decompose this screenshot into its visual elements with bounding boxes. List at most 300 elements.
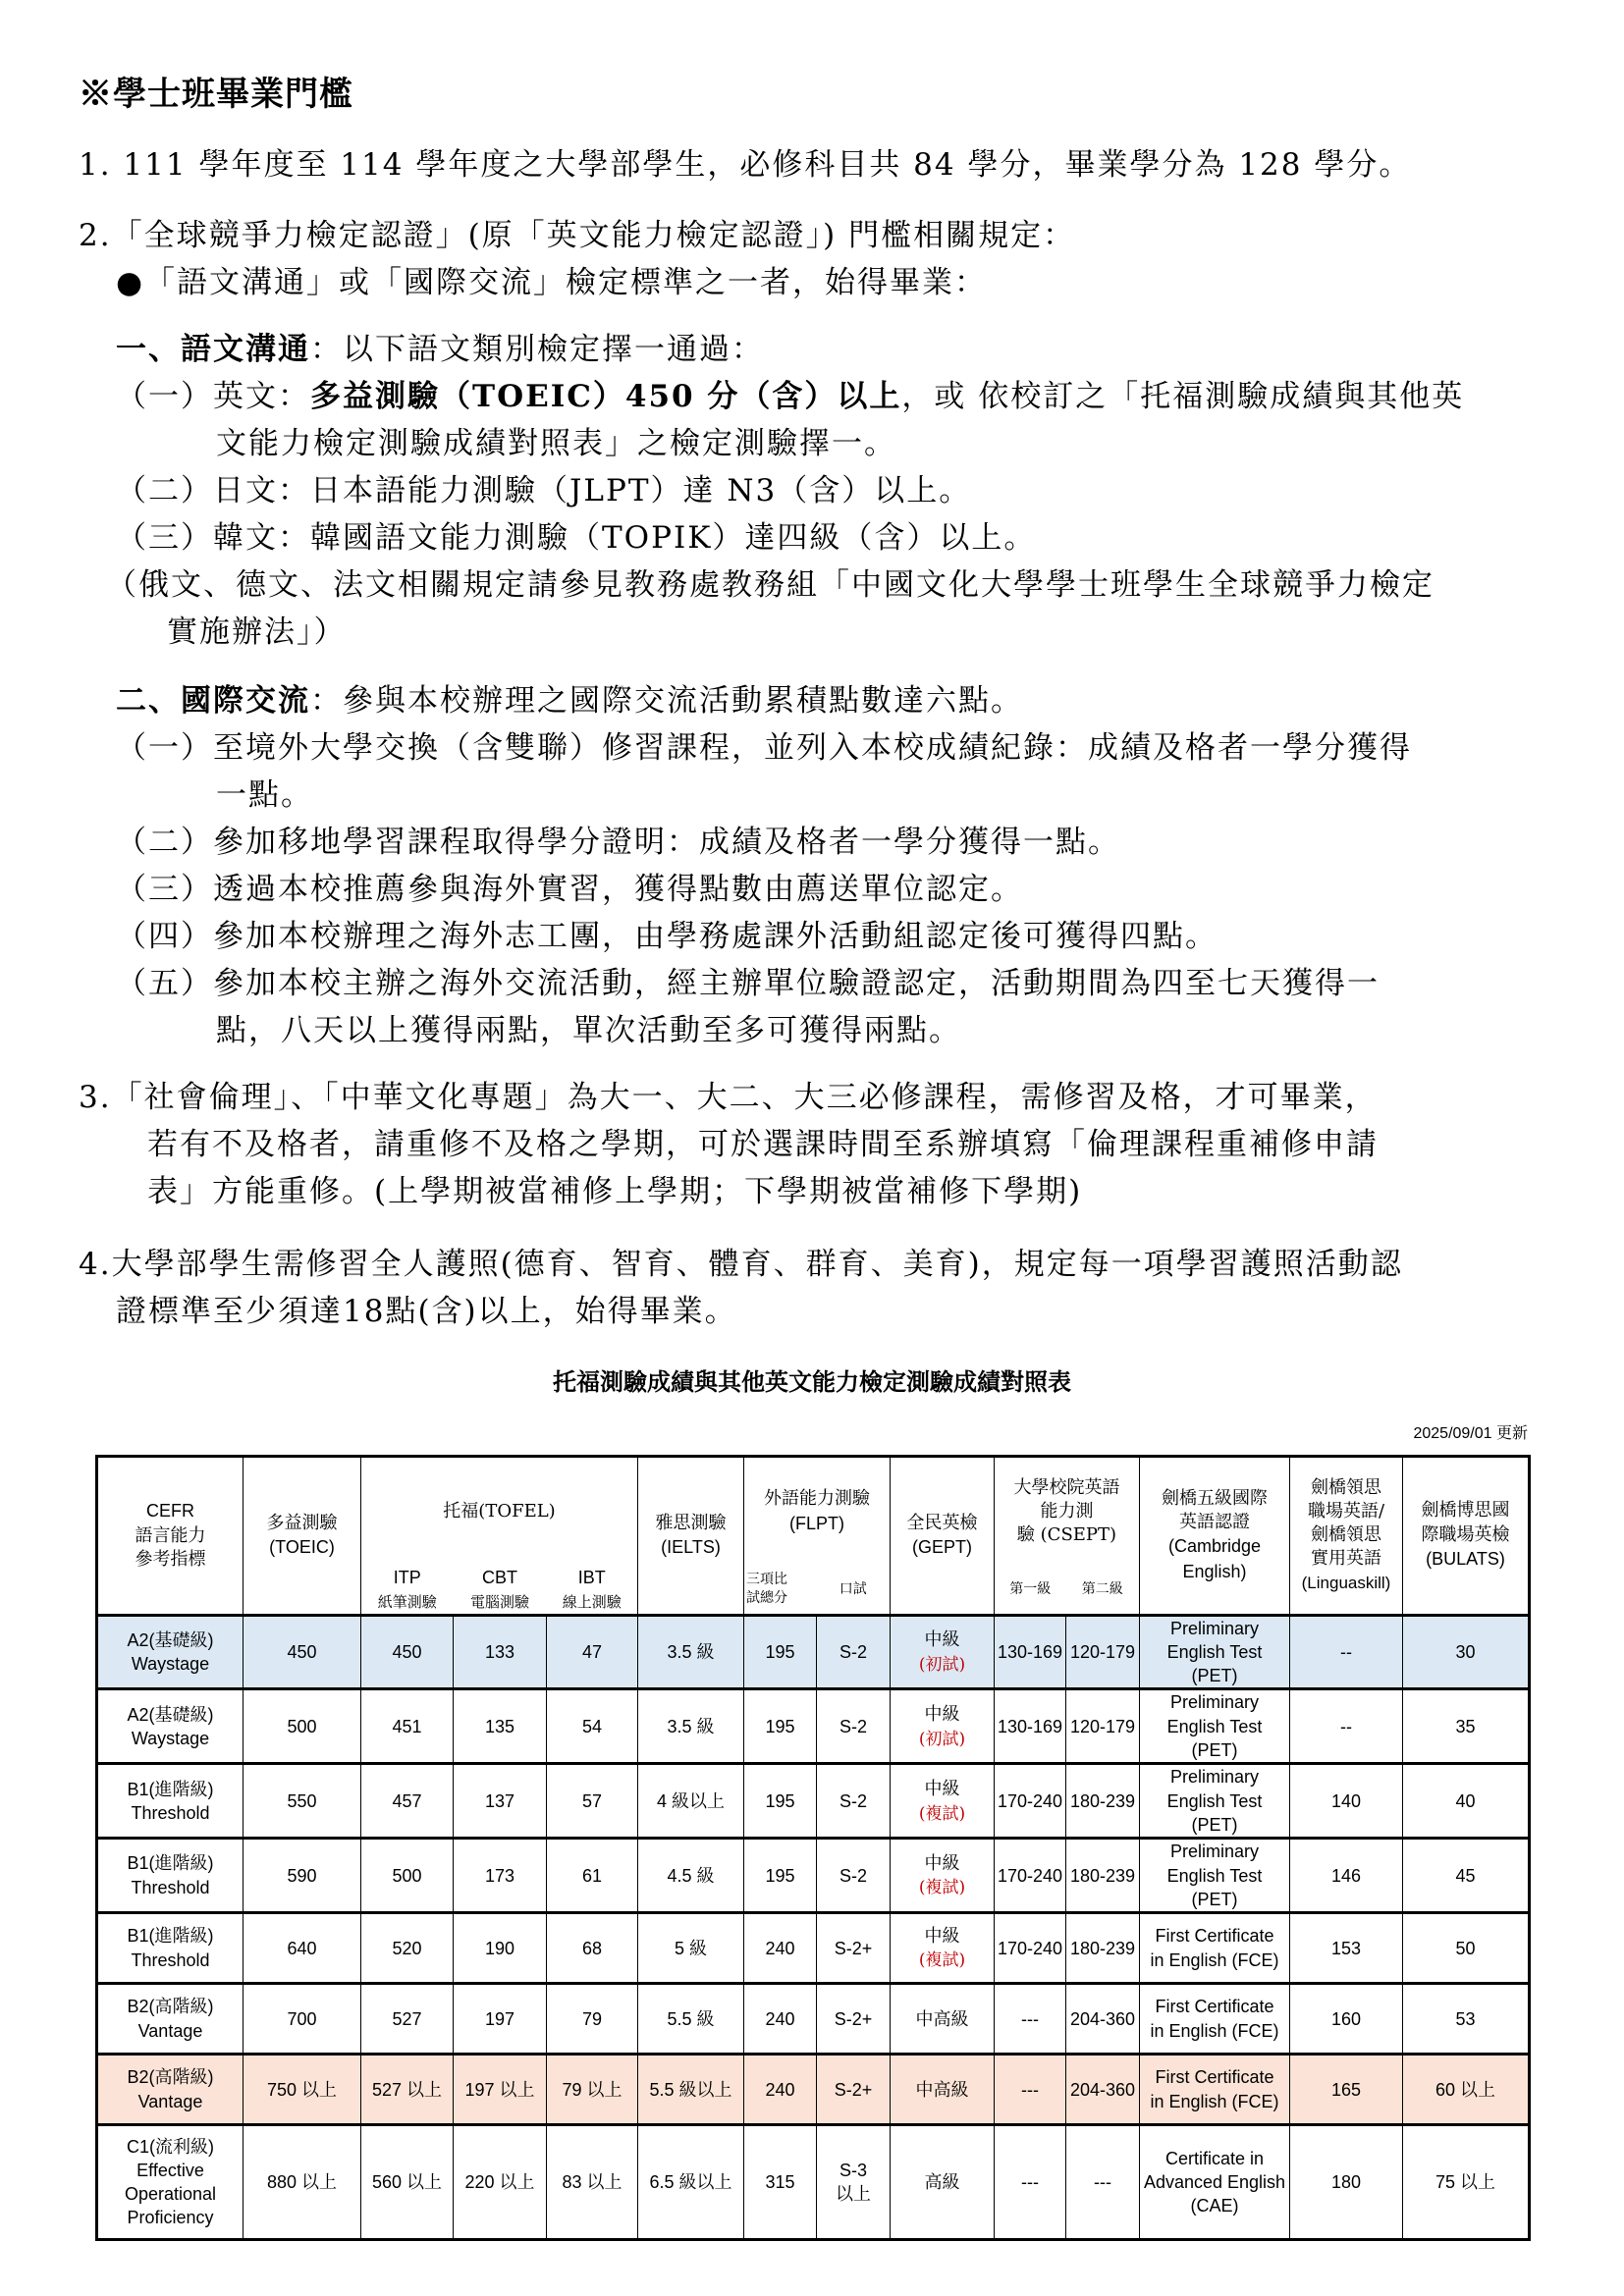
- cell-tofel-ibt-text: 83 以上: [562, 2172, 623, 2192]
- header-flpt-total: 三項比 試總分: [744, 1566, 817, 1615]
- header-tofel-ibt: IBT 線上測驗: [547, 1566, 638, 1615]
- cell-csept-level2: [1066, 1913, 1140, 1984]
- cell-toeic-text: 880 以上: [266, 2172, 338, 2192]
- cell-toeic: [244, 1615, 361, 1689]
- header-tofel-cbt: CBT 電腦測驗: [454, 1566, 547, 1615]
- cell-tofel-cbt: [454, 1839, 547, 1913]
- cell-flpt-oral: [817, 2055, 891, 2125]
- cell-tofel-itp-text: 450: [392, 1641, 422, 1662]
- cell-cambridge-text: English Test (PET): [1166, 1641, 1263, 1686]
- cell-csept-level2: [1066, 1839, 1140, 1913]
- cell-gept-text: 中級: [924, 1779, 960, 1799]
- cell-tofel-itp-text: 527 以上: [371, 2079, 443, 2100]
- cell-tofel-itp-text: 560 以上: [371, 2172, 443, 2192]
- english-rest: ，或 依校訂之「托福測驗成績與其他英: [901, 379, 1465, 414]
- cell-tofel-cbt-text: 135: [484, 1716, 515, 1736]
- cell-flpt-total-text: 240: [765, 2079, 795, 2100]
- exchange-item-5: （五）參加本校主辦之海外交流活動，經主辦單位驗證認定，活動期間為四至七天獲得一: [116, 966, 1380, 1001]
- cell-tofel-cbt: [454, 2125, 547, 2240]
- cell-tofel-cbt: [454, 1764, 547, 1839]
- cell-tofel-ibt-text: 54: [581, 1716, 603, 1736]
- cell-flpt-oral: [817, 1615, 891, 1689]
- cell-cefr-level: [97, 1984, 244, 2055]
- cell-tofel-itp: [361, 1839, 454, 1913]
- cell-tofel-itp-text: 457: [392, 1790, 422, 1811]
- cell-ielts-text: 3.5 級: [667, 1641, 715, 1662]
- header-csept: 大學校院英語 能力測 驗 (CSEPT): [995, 1457, 1140, 1567]
- table-row: [97, 1839, 1530, 1913]
- cell-tofel-itp: [361, 1689, 454, 1764]
- cell-flpt-oral-text: S-2+: [834, 2079, 873, 2100]
- cell-cambridge-text: in English (FCE): [1150, 2091, 1279, 2111]
- cell-flpt-oral-text: 以上: [836, 2184, 871, 2205]
- cell-linguaskill-text: --: [1340, 1641, 1352, 1662]
- cell-cambridge: [1140, 2055, 1290, 2125]
- cell-cambridge-text: in English (FCE): [1150, 1949, 1279, 1970]
- exchange-item-1-cont: 一點。: [216, 777, 313, 813]
- cell-gept-text: 中級: [924, 1853, 960, 1874]
- cell-flpt-total: [744, 1839, 817, 1913]
- cell-tofel-ibt-text: 47: [581, 1641, 603, 1662]
- cell-cefr-level-text: Threshold: [131, 1949, 210, 1970]
- cell-bulats: [1403, 1913, 1530, 1984]
- cell-gept-text: (複試): [918, 1950, 966, 1971]
- cell-cambridge: [1140, 1764, 1290, 1839]
- cell-csept-level2: [1066, 1689, 1140, 1764]
- section-language: [116, 324, 764, 368]
- cell-bulats-text: 60 以上: [1435, 2079, 1496, 2100]
- cell-cefr-level: [97, 1839, 244, 1913]
- cell-flpt-total-text: 195: [765, 1865, 795, 1886]
- cell-bulats-text: 30: [1455, 1641, 1476, 1662]
- cell-linguaskill-text: 165: [1330, 2079, 1362, 2100]
- cell-tofel-cbt-text: 190: [484, 1938, 515, 1958]
- cell-cambridge: [1140, 1839, 1290, 1913]
- cell-tofel-cbt: [454, 1689, 547, 1764]
- cell-toeic: [244, 2055, 361, 2125]
- table-row: [97, 1764, 1530, 1839]
- cell-tofel-cbt: [454, 2055, 547, 2125]
- table-row: [97, 2125, 1530, 2240]
- section-language-label: 一、語文溝通: [116, 332, 310, 367]
- cell-flpt-total-text: 195: [765, 1790, 795, 1811]
- page-title: ※學士班畢業門檻: [79, 75, 353, 114]
- table-updated-date: 2025/09/01 更新: [1413, 1425, 1528, 1442]
- cell-cefr-level-text: B1(進階級): [127, 1853, 214, 1874]
- cell-tofel-itp: [361, 2125, 454, 2240]
- language-item-japanese: （二）日文：日本語能力測驗（JLPT）達 N3（含）以上。: [116, 473, 972, 508]
- rule-4-line2: 證標準至少須達18點(含)以上，始得畢業。: [116, 1294, 737, 1329]
- cell-ielts: [638, 1689, 744, 1764]
- cell-tofel-ibt-text: 79 以上: [562, 2079, 623, 2100]
- cell-cambridge-text: English Test (PET): [1166, 1716, 1263, 1761]
- cell-linguaskill-text: 180: [1330, 2172, 1362, 2192]
- rule-3-line3: 表」方能重修。(上學期被當補修上學期；下學期被當補修下學期): [147, 1174, 1083, 1209]
- cell-cefr-level-text: Proficiency: [127, 2208, 214, 2228]
- cell-csept-level1-text: ---: [1021, 2079, 1039, 2100]
- language-item-english-cont: 文能力檢定測驗成績對照表」之檢定測驗擇一。: [216, 426, 896, 461]
- cell-csept-level1-text: 170-240: [997, 1790, 1063, 1811]
- cell-linguaskill: [1290, 1689, 1403, 1764]
- cell-gept-text: (複試): [918, 1803, 966, 1824]
- cell-tofel-itp-text: 527: [392, 2008, 422, 2029]
- rule-2-heading: 2.「全球競爭力檢定認證」(原「英文能力檢定認證」) 門檻相關規定：: [79, 218, 1076, 253]
- cell-toeic-text: 450: [287, 1641, 317, 1662]
- cell-ielts: [638, 1615, 744, 1689]
- cell-csept-level2: [1066, 2125, 1140, 2240]
- cell-csept-level1: [995, 2055, 1066, 2125]
- cell-cambridge: [1140, 2125, 1290, 2240]
- cell-cambridge-text: Certificate in: [1164, 2148, 1265, 2168]
- cell-csept-level2-text: ---: [1094, 2172, 1111, 2192]
- table-row: [97, 1689, 1530, 1764]
- cell-gept-text: 中級: [924, 1704, 960, 1725]
- cell-linguaskill: [1290, 1913, 1403, 1984]
- cell-bulats: [1403, 2055, 1530, 2125]
- section-international-label: 二、國際交流: [116, 683, 310, 719]
- section-language-text: ：以下語文類別檢定擇一通過：: [310, 332, 764, 367]
- cell-cambridge: [1140, 1913, 1290, 1984]
- cell-bulats: [1403, 1615, 1530, 1689]
- cell-cambridge-text: First Certificate: [1155, 1926, 1274, 1947]
- table-row: [97, 1615, 1530, 1689]
- cell-bulats: [1403, 1984, 1530, 2055]
- cell-ielts: [638, 2125, 744, 2240]
- cell-toeic: [244, 1689, 361, 1764]
- cell-gept-text: 中級: [924, 1629, 960, 1650]
- rule-3-line1: 3.「社會倫理」、「中華文化專題」為大一、大二、大三必修課程，需修習及格，才可畢業，: [79, 1080, 1378, 1115]
- header-csept-level1: 第一級: [995, 1566, 1066, 1615]
- exchange-item-5-cont: 點，八天以上獲得兩點，單次活動至多可獲得兩點。: [216, 1013, 961, 1048]
- cell-cambridge-text: Advanced English: [1143, 2172, 1286, 2192]
- cell-ielts-text: 4 級以上: [656, 1790, 725, 1811]
- cell-tofel-cbt-text: 197 以上: [464, 2079, 535, 2100]
- cell-csept-level2: [1066, 1984, 1140, 2055]
- rule-2-bullet: ●「語文溝通」或「國際交流」檢定標準之一者，始得畢業：: [116, 265, 988, 300]
- cell-cefr-level: [97, 1615, 244, 1689]
- cell-tofel-itp: [361, 1615, 454, 1689]
- table-row: [97, 1913, 1530, 1984]
- language-item-english: [116, 371, 1464, 415]
- cell-ielts: [638, 1764, 744, 1839]
- cell-cefr-level: [97, 1764, 244, 1839]
- cell-ielts-text: 6.5 級以上: [649, 2172, 732, 2192]
- cell-flpt-oral-text: S-2: [839, 1716, 867, 1736]
- cell-flpt-oral-text: S-2: [839, 1641, 867, 1662]
- cell-ielts-text: 5.5 級以上: [649, 2079, 732, 2100]
- language-item-korean: （三）韓文：韓國語文能力測驗（TOPIK）達四級（含）以上。: [116, 520, 1037, 556]
- cell-ielts-text: 5.5 級: [667, 2008, 715, 2029]
- cell-cambridge-text: Preliminary: [1169, 1842, 1260, 1862]
- cell-cefr-level-text: B2(高階級): [127, 1997, 214, 2017]
- cell-csept-level2: [1066, 1764, 1140, 1839]
- cell-flpt-total: [744, 2125, 817, 2240]
- cell-linguaskill: [1290, 1615, 1403, 1689]
- cell-flpt-oral: [817, 1839, 891, 1913]
- cell-flpt-total-text: 315: [765, 2172, 795, 2192]
- cell-bulats: [1403, 1689, 1530, 1764]
- cell-csept-level2-text: 180-239: [1069, 1938, 1136, 1958]
- cell-flpt-oral-text: S-3: [839, 2160, 867, 2180]
- cell-gept-text: (複試): [918, 1878, 966, 1898]
- cell-flpt-oral: [817, 2125, 891, 2240]
- cell-tofel-cbt-text: 220 以上: [464, 2172, 535, 2192]
- cell-tofel-ibt: [547, 1615, 638, 1689]
- header-tofel: 托福(TOFEL): [361, 1457, 638, 1567]
- cell-ielts: [638, 1984, 744, 2055]
- rule-4-line1: 4.大學部學生需修習全人護照(德育、智育、體育、群育、美育)，規定每一項學習護照活動認: [79, 1247, 1403, 1282]
- cell-flpt-total: [744, 1615, 817, 1689]
- cell-tofel-ibt: [547, 1839, 638, 1913]
- cell-flpt-total-text: 195: [765, 1641, 795, 1662]
- cell-bulats: [1403, 1764, 1530, 1839]
- cell-cefr-level-text: Effective: [136, 2160, 204, 2180]
- english-prefix: （一）英文：: [116, 379, 310, 414]
- cell-flpt-total-text: 240: [765, 2008, 795, 2029]
- cell-tofel-ibt-text: 61: [581, 1865, 603, 1886]
- cell-cambridge-text: English Test (PET): [1166, 1790, 1263, 1835]
- exchange-item-3: （三）透過本校推薦參與海外實習，獲得點數由薦送單位認定。: [116, 872, 1023, 907]
- cell-csept-level2-text: 204-360: [1069, 2008, 1136, 2029]
- cell-bulats-text: 50: [1455, 1938, 1476, 1958]
- cell-cefr-level-text: Threshold: [131, 1877, 210, 1897]
- header-cefr: CEFR 語言能力 參考指標: [97, 1457, 244, 1616]
- cell-tofel-itp-text: 451: [392, 1716, 422, 1736]
- table-row: [97, 1984, 1530, 2055]
- cell-tofel-cbt: [454, 1615, 547, 1689]
- cell-ielts: [638, 1913, 744, 1984]
- cell-gept-text: (初試): [918, 1729, 966, 1749]
- cell-gept: [891, 1913, 995, 1984]
- cell-cambridge-text: Preliminary: [1169, 1767, 1260, 1788]
- cell-flpt-oral-text: S-2: [839, 1790, 867, 1811]
- cell-flpt-total-text: 195: [765, 1716, 795, 1736]
- cell-bulats-text: 45: [1455, 1865, 1476, 1886]
- cell-toeic: [244, 2125, 361, 2240]
- cell-cambridge-text: English Test (PET): [1166, 1865, 1263, 1909]
- cell-linguaskill: [1290, 1764, 1403, 1839]
- cell-linguaskill-text: 160: [1330, 2008, 1362, 2029]
- cell-tofel-ibt: [547, 1913, 638, 1984]
- cell-cefr-level: [97, 2055, 244, 2125]
- exchange-item-1: （一）至境外大學交換（含雙聯）修習課程，並列入本校成績紀錄：成績及格者一學分獲得: [116, 730, 1412, 766]
- cell-csept-level2-text: 204-360: [1069, 2079, 1136, 2100]
- cell-csept-level1: [995, 1689, 1066, 1764]
- cell-bulats: [1403, 2125, 1530, 2240]
- cell-flpt-oral-text: S-2+: [834, 2008, 873, 2029]
- cell-tofel-ibt: [547, 1764, 638, 1839]
- cell-csept-level1: [995, 1839, 1066, 1913]
- cell-flpt-total: [744, 2055, 817, 2125]
- table-row: [97, 2055, 1530, 2125]
- cell-cefr-level: [97, 1689, 244, 1764]
- cell-linguaskill-text: 153: [1330, 1938, 1362, 1958]
- cell-cefr-level-text: Threshold: [131, 1802, 210, 1823]
- cell-csept-level1: [995, 1984, 1066, 2055]
- cell-flpt-oral: [817, 1689, 891, 1764]
- cell-tofel-itp: [361, 1984, 454, 2055]
- cell-gept-text: (初試): [918, 1654, 966, 1675]
- cell-cambridge-text: Preliminary: [1169, 1692, 1260, 1713]
- cell-linguaskill-text: 140: [1330, 1790, 1362, 1811]
- language-note-cont: 實施辦法」）: [167, 614, 347, 650]
- cell-ielts-text: 5 級: [674, 1938, 707, 1958]
- cell-tofel-cbt-text: 133: [484, 1641, 515, 1662]
- cell-cefr-level-text: Waystage: [131, 1728, 210, 1748]
- exchange-item-4: （四）參加本校辦理之海外志工團，由學務處課外活動組認定後可獲得四點。: [116, 919, 1218, 954]
- cell-tofel-itp: [361, 2055, 454, 2125]
- cell-toeic-text: 590: [287, 1865, 317, 1886]
- cell-tofel-cbt-text: 173: [484, 1865, 515, 1886]
- cell-flpt-oral: [817, 1764, 891, 1839]
- cell-toeic: [244, 1913, 361, 1984]
- cell-ielts: [638, 1839, 744, 1913]
- rule-1: 1. 111 學年度至 114 學年度之大學部學生，必修科目共 84 學分，畢業學分為 128 學分。: [79, 147, 1412, 183]
- section-international: [116, 675, 1023, 720]
- cell-cambridge-text: in English (FCE): [1150, 2020, 1279, 2041]
- cell-toeic: [244, 1839, 361, 1913]
- cell-tofel-itp-text: 500: [392, 1865, 422, 1886]
- cell-csept-level1: [995, 2125, 1066, 2240]
- header-bulats: 劍橋博思國 際職場英檢 (BULATS): [1403, 1457, 1530, 1616]
- header-linguaskill: 劍橋領思 職場英語/ 劍橋領思 實用英語 (Linguaskill): [1290, 1457, 1403, 1616]
- cell-ielts: [638, 2055, 744, 2125]
- cell-csept-level2: [1066, 2055, 1140, 2125]
- cell-bulats-text: 53: [1455, 2008, 1476, 2029]
- cell-cambridge-text: Preliminary: [1169, 1618, 1260, 1638]
- cell-cambridge-text: (CAE): [1190, 2196, 1239, 2216]
- cell-tofel-itp: [361, 1913, 454, 1984]
- cell-ielts-text: 3.5 級: [667, 1716, 715, 1736]
- cell-cefr-level-text: Vantage: [137, 2020, 203, 2041]
- cell-flpt-total: [744, 1984, 817, 2055]
- header-gept: 全民英檢 (GEPT): [891, 1457, 995, 1616]
- cell-tofel-ibt: [547, 2125, 638, 2240]
- cell-gept: [891, 2055, 995, 2125]
- cell-bulats-text: 35: [1455, 1716, 1476, 1736]
- cell-tofel-ibt: [547, 1984, 638, 2055]
- cell-gept-text: 高級: [924, 2172, 960, 2192]
- cell-csept-level1-text: 170-240: [997, 1938, 1063, 1958]
- header-ielts: 雅思測驗 (IELTS): [638, 1457, 744, 1616]
- cell-tofel-cbt-text: 137: [484, 1790, 515, 1811]
- cell-tofel-ibt: [547, 1689, 638, 1764]
- english-requirement: 多益測驗（TOEIC）450 分（含）以上: [310, 379, 902, 414]
- cell-flpt-total-text: 240: [765, 1938, 795, 1958]
- header-cambridge: 劍橋五級國際 英語認證 (Cambridge English): [1140, 1457, 1290, 1616]
- cell-gept: [891, 1689, 995, 1764]
- cell-cefr-level-text: A2(基礎級): [127, 1629, 214, 1650]
- cell-cefr-level-text: B2(高階級): [127, 2067, 214, 2088]
- cell-toeic-text: 700: [287, 2008, 317, 2029]
- cell-csept-level1: [995, 1764, 1066, 1839]
- cell-csept-level1: [995, 1615, 1066, 1689]
- cell-gept: [891, 1764, 995, 1839]
- cell-gept: [891, 1839, 995, 1913]
- cell-cefr-level-text: Vantage: [137, 2091, 203, 2111]
- cell-bulats-text: 40: [1455, 1790, 1476, 1811]
- cell-tofel-ibt-text: 57: [581, 1790, 603, 1811]
- cell-csept-level1-text: 170-240: [997, 1865, 1063, 1886]
- cell-gept-text: 中級: [924, 1926, 960, 1947]
- cell-linguaskill: [1290, 2125, 1403, 2240]
- cell-cefr-level-text: Operational: [124, 2184, 217, 2205]
- cell-csept-level1-text: ---: [1021, 2172, 1039, 2192]
- cell-cefr-level: [97, 1913, 244, 1984]
- cell-linguaskill-text: --: [1340, 1716, 1352, 1736]
- cell-csept-level2-text: 180-239: [1069, 1790, 1136, 1811]
- cell-cefr-level-text: A2(基礎級): [127, 1704, 214, 1725]
- table-title: 托福測驗成績與其他英文能力檢定測驗成績對照表: [553, 1367, 1071, 1396]
- cell-csept-level1-text: 130-169: [997, 1716, 1063, 1736]
- cell-toeic: [244, 1984, 361, 2055]
- cell-tofel-itp: [361, 1764, 454, 1839]
- header-toeic: 多益測驗 (TOEIC): [244, 1457, 361, 1616]
- cell-gept-text: 中高級: [915, 2008, 969, 2029]
- cell-toeic-text: 500: [287, 1716, 317, 1736]
- header-flpt-oral: 口試: [817, 1566, 891, 1615]
- cell-tofel-ibt-text: 79: [581, 2008, 603, 2029]
- rule-3-line2: 若有不及格者，請重修不及格之學期，可於選課時間至系辦填寫「倫理課程重補修申請: [147, 1127, 1379, 1162]
- cell-gept-text: 中高級: [915, 2079, 969, 2100]
- cell-csept-level1-text: 130-169: [997, 1641, 1063, 1662]
- header-tofel-itp: ITP 紙筆測驗: [361, 1566, 454, 1615]
- cell-toeic-text: 750 以上: [266, 2079, 338, 2100]
- exchange-item-2: （二）參加移地學習課程取得學分證明：成績及格者一學分獲得一點。: [116, 825, 1120, 860]
- cell-cambridge: [1140, 1984, 1290, 2055]
- cell-toeic-text: 640: [287, 1938, 317, 1958]
- cell-csept-level2: [1066, 1615, 1140, 1689]
- cell-csept-level1-text: ---: [1021, 2008, 1039, 2029]
- cell-flpt-oral: [817, 1913, 891, 1984]
- cell-ielts-text: 4.5 級: [667, 1865, 715, 1886]
- cell-cambridge-text: First Certificate: [1155, 2067, 1274, 2088]
- cell-toeic: [244, 1764, 361, 1839]
- cell-flpt-total: [744, 1764, 817, 1839]
- cell-flpt-oral-text: S-2: [839, 1865, 867, 1886]
- cell-flpt-oral: [817, 1984, 891, 2055]
- cell-cefr-level-text: B1(進階級): [127, 1926, 214, 1947]
- cell-csept-level1: [995, 1913, 1066, 1984]
- cell-tofel-itp-text: 520: [392, 1938, 422, 1958]
- cell-tofel-cbt: [454, 1913, 547, 1984]
- cell-tofel-ibt-text: 68: [581, 1938, 603, 1958]
- cell-toeic-text: 550: [287, 1790, 317, 1811]
- cell-linguaskill: [1290, 2055, 1403, 2125]
- cell-cambridge: [1140, 1615, 1290, 1689]
- section-international-text: ：參與本校辦理之國際交流活動累積點數達六點。: [310, 683, 1023, 719]
- cell-flpt-total: [744, 1913, 817, 1984]
- header-flpt: 外語能力測驗 (FLPT): [744, 1457, 891, 1567]
- score-comparison-table: [95, 1455, 1531, 2241]
- cell-bulats: [1403, 1839, 1530, 1913]
- cell-cambridge: [1140, 1689, 1290, 1764]
- cell-linguaskill: [1290, 1839, 1403, 1913]
- cell-csept-level2-text: 180-239: [1069, 1865, 1136, 1886]
- cell-tofel-ibt: [547, 2055, 638, 2125]
- cell-cefr-level-text: B1(進階級): [127, 1779, 214, 1799]
- cell-cambridge-text: First Certificate: [1155, 1997, 1274, 2017]
- cell-gept: [891, 1984, 995, 2055]
- cell-cefr-level: [97, 2125, 244, 2240]
- language-note: （俄文、德文、法文相關規定請參見教務處教務組「中國文化大學學士班學生全球競爭力檢定: [106, 567, 1435, 603]
- cell-tofel-cbt: [454, 1984, 547, 2055]
- cell-cefr-level-text: C1(流利級): [127, 2136, 214, 2157]
- cell-flpt-total: [744, 1689, 817, 1764]
- cell-linguaskill: [1290, 1984, 1403, 2055]
- cell-csept-level2-text: 120-179: [1069, 1641, 1136, 1662]
- cell-flpt-oral-text: S-2+: [834, 1938, 873, 1958]
